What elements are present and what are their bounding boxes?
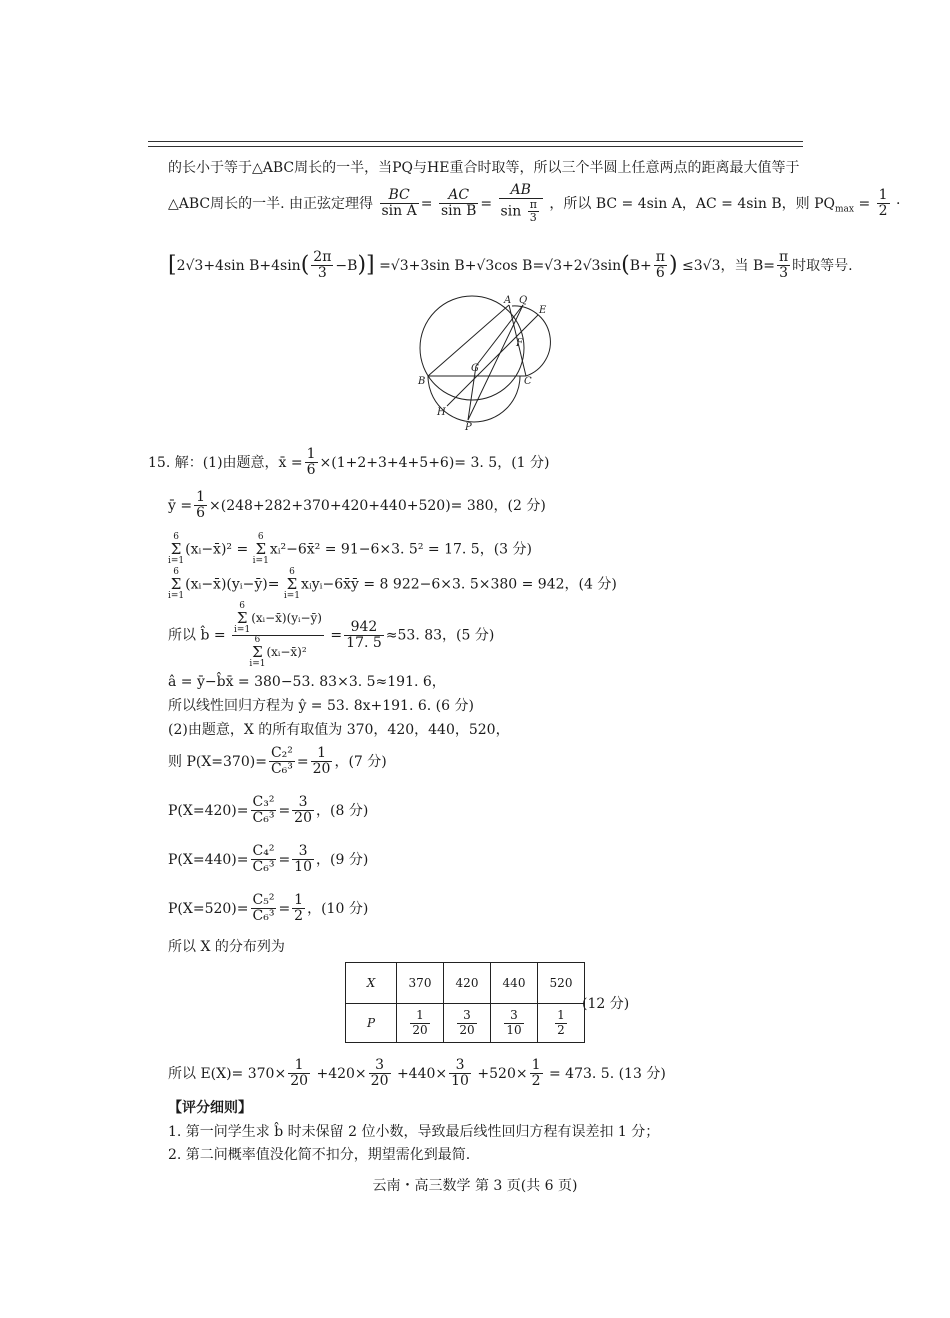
frac-ab-sinpi3: AB sin $\frac{\pi}{3}$: [499, 183, 543, 225]
header-rule-thin: [148, 146, 803, 147]
table-points: (12 分): [582, 996, 630, 1012]
sol-line-4: 6 Σ i=1(xᵢ−x̄)(yᵢ−ȳ)= 6 Σ i=1xᵢyᵢ−6x̄ȳ = 8 922−6×3. 5×380 = 942，(4 分): [168, 567, 617, 601]
table-cell: 520: [538, 963, 585, 1004]
table-cell: $\frac{3}{20}$: [444, 1004, 491, 1043]
prob-420: P(X=420)= $\frac{\text{C₃²}}{\text{C₆³}}$ = $\frac{3}{20}$ ，(8 分): [168, 794, 369, 827]
table-cell: $\frac{1}{20}$: [397, 1004, 444, 1043]
page-footer: 云南・高三数学 第 3 页(共 6 页): [372, 1178, 578, 1194]
prob-440: P(X=440)= $\frac{\text{C₄²}}{\text{C₆³}}$ = $\frac{3}{10}$ ，(9 分): [168, 843, 369, 876]
label-Q: Q: [519, 295, 528, 306]
frac-bc-sina: $\frac{BC}{\text{sin A}}$: [381, 186, 417, 220]
frac-ac-sinb: $\frac{AC}{\text{sin B}}$: [440, 186, 477, 220]
intro-line-1: 的长小于等于△ABC周长的一半，当PQ与HE重合时取等，所以三个半圆上任意两点的距离最大值等于: [168, 160, 800, 176]
prob-370: 则 P(X=370)= $\frac{\text{C₂²}}{\text{C₆³}}$ = $\frac{1}{20}$ ，(7 分): [168, 745, 387, 778]
table-cell: $\frac{1}{2}$: [538, 1004, 585, 1043]
sol-line-5: 所以 b̂ = 6 Σ i=1(xᵢ−x̄)(yᵢ−ȳ) 6 Σ i=1(xᵢ−x̄)² = $\frac{942}{17. 5}$ ≈53. 83，(5 分): [168, 601, 495, 669]
label-G: G: [471, 363, 479, 374]
sol-line-7: 所以线性回归方程为 ŷ = 53. 8x+191. 6. (6 分): [168, 698, 474, 714]
label-A: A: [504, 295, 512, 306]
label-H: H: [437, 407, 446, 418]
table-row: [346, 1004, 585, 1043]
label-F: F: [516, 338, 523, 349]
rubric-item-2: 2. 第二问概率值没化简不扣分，期望需化到最简.: [168, 1147, 471, 1163]
sol-line-2: ȳ = $\frac{1}{6}$ ×(248+282+370+420+440+520)= 380，(2 分): [168, 489, 546, 522]
prob-520: P(X=520)= $\frac{\text{C₅²}}{\text{C₆³}}$ = $\frac{1}{2}$ ，(10 分): [168, 892, 369, 925]
sol-line-6: â = ȳ−b̂x̄ = 380−53. 83×3. 5≈191. 6，: [168, 674, 446, 690]
rubric-title: 【评分细则】: [168, 1100, 252, 1116]
geometry-diagram: [400, 280, 580, 430]
sol-line-3: 6 Σ i=1(xᵢ−x̄)² = 6 Σ i=1xᵢ²−6x̄² = 91−6×3. 5² = 17. 5，(3 分): [168, 532, 532, 566]
table-cell: 440: [491, 963, 538, 1004]
header-rule-thick: [148, 141, 803, 142]
sol-line-1: 15. 解：(1)由题意，x̄ = $\frac{1}{6}$ ×(1+2+3+4+5+6)= 3. 5，(1 分): [148, 446, 550, 479]
label-C: C: [524, 376, 532, 387]
intro-line-3: [2√3+4sin B+4sin( $\frac{2\pi}{3}$ −B)] =√3+3sin B+√3cos B=√3+2√3sin(B+ $\frac{\pi}{6}$ ) ≤3√3，当 B= $\frac{\pi}{3}$ 时取等号.: [168, 249, 853, 282]
table-row: [346, 963, 585, 1004]
sol-line-8: (2)由题意，X 的所有取值为 370，420，440，520，: [168, 722, 510, 738]
label-B: B: [418, 376, 426, 387]
rubric-item-1: 1. 第一问学生求 b̂ 时未保留 2 位小数，导致最后线性回归方程有误差扣 1 分；: [168, 1124, 660, 1140]
distribution-table: [345, 962, 585, 1043]
expectation-line: 所以 E(X)= 370× $\frac{1}{20}$ +420× $\frac{3}{20}$ +440× $\frac{3}{10}$ +520× $\frac{1}{2}$ = 473. 5. (13 分): [168, 1057, 666, 1090]
label-E: E: [539, 305, 547, 316]
label-P: P: [465, 422, 472, 430]
table-cell: 370: [397, 963, 444, 1004]
table-cell: P: [346, 1004, 397, 1043]
sol-line-9: 所以 X 的分布列为: [168, 939, 285, 955]
frac-1-2: $\frac{1}{2}$: [878, 186, 888, 220]
table-cell: 420: [444, 963, 491, 1004]
table-cell: X: [346, 963, 397, 1004]
intro-line-2: △ABC周长的一半. 由正弦定理得 $\frac{BC}{\text{sin A}}$ = $\frac{AC}{\text{sin B}}$ = AB sin $\frac{\pi}{3}$ ，所以 BC = 4sin A，AC = 4sin B，则 $PQ_{max}$ = $\frac{1}{2}$ ·: [168, 182, 901, 225]
table-cell: $\frac{3}{10}$: [491, 1004, 538, 1043]
